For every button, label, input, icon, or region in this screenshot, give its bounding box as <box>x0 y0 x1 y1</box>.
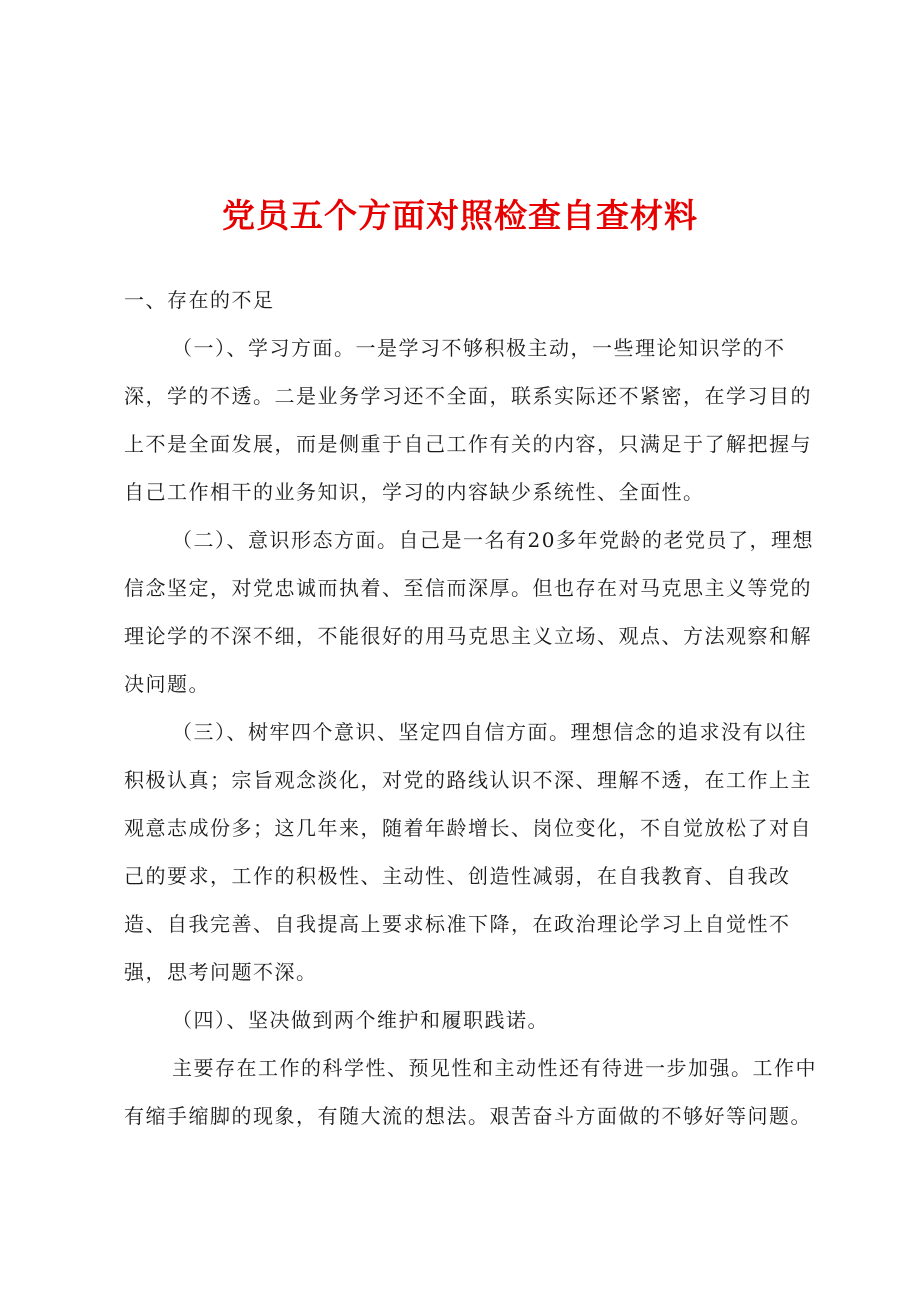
paragraph-ideology: （二）、意识形态方面。自己是一名有20多年党龄的老党员了，理想信念坚定，对党忠诚而执着、至信而深厚。但也存在对马克思主义等党的理论学的不深不细，不能很好的用马克思主义立场、观点、方法观察和解决问题。 <box>124 528 814 696</box>
document-title: 党员五个方面对照检查自查材料 <box>222 196 698 235</box>
document-body <box>124 276 824 1140</box>
paragraph-two-safeguards: （四）、坚决做到两个维护和履职践诺。 <box>172 1008 549 1032</box>
section-heading: 一、存在的不足 <box>124 288 275 312</box>
paragraph-four-consciousness: （三）、树牢四个意识、坚定四自信方面。理想信念的追求没有以往积极认真；宗旨观念淡化，对党的路线认识不深、理解不透，在工作上主观意志成份多；这几年来，随着年龄增长、岗位变化，不自觉放松了对自己的要求，工作的积极性、主动性、创造性减弱，在自我教育、自我改造、自我完善、自我提高上要求标准下降，在政治理论学习上自觉性不强，思考问题不深。 <box>124 720 812 984</box>
paragraph-study: （一）、学习方面。一是学习不够积极主动，一些理论知识学的不深，学的不透。二是业务学习还不全面，联系实际还不紧密，在学习目的上不是全面发展，而是侧重于自己工作有关的内容，只满足于了解把握与自己工作相干的业务知识，学习的内容缺少系统性、全面性。 <box>124 336 812 504</box>
paragraph-main-issues: 主要存在工作的科学性、预见性和主动性还有待进一步加强。工作中有缩手缩脚的现象，有随大流的想法。艰苦奋斗方面做的不够好等问题。 <box>124 1056 817 1128</box>
